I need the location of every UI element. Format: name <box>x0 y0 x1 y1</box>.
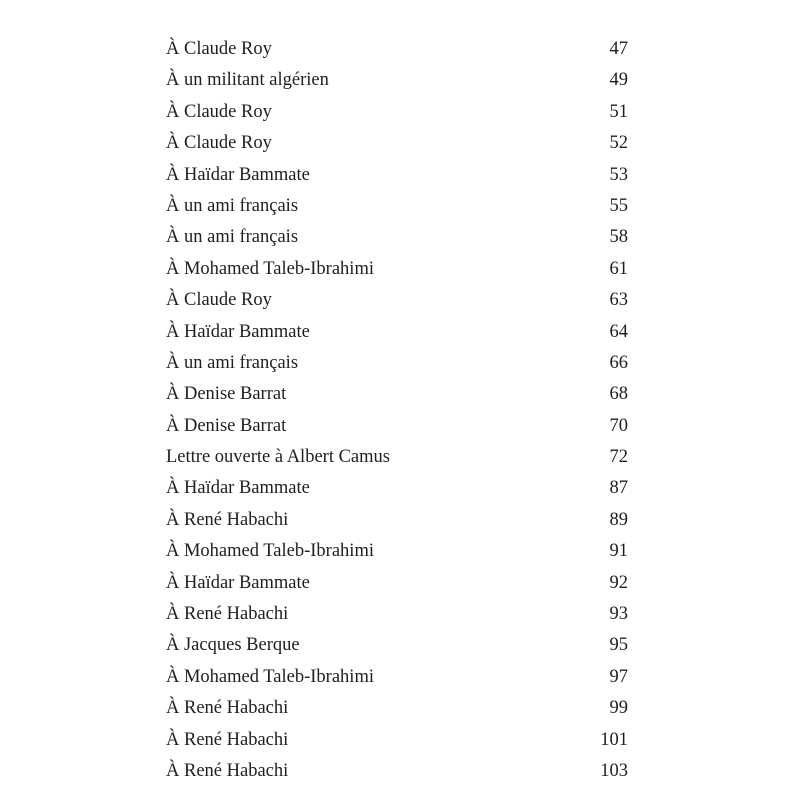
toc-entry-title: À René Habachi <box>166 604 289 625</box>
toc-entry-title: À Claude Roy <box>166 133 272 154</box>
toc-entry-page-number: 63 <box>609 290 628 311</box>
toc-entry <box>166 442 628 473</box>
toc-entry-title: À un ami français <box>166 195 299 216</box>
toc-entry-page-number: 92 <box>609 572 628 593</box>
toc-entry-title: À René Habachi <box>166 760 289 781</box>
toc-entry <box>166 505 628 536</box>
toc-entry <box>166 473 628 504</box>
toc-entry <box>166 756 628 787</box>
toc-entry-title: À Claude Roy <box>166 290 272 311</box>
toc-entry-title: À Haïdar Bammate <box>166 164 310 185</box>
toc-entry-page-number: 89 <box>609 509 628 530</box>
toc-entry-page-number: 47 <box>609 39 628 59</box>
toc-entry-page-number: 55 <box>609 195 628 216</box>
toc-entry <box>166 34 628 65</box>
toc-entry <box>166 662 628 693</box>
toc-entry-title: À Denise Barrat <box>166 384 287 405</box>
toc-entry-page-number: 101 <box>600 729 628 750</box>
toc-entry <box>166 97 628 128</box>
toc-entry <box>166 254 628 285</box>
toc-entry-page-number: 51 <box>609 101 628 122</box>
toc-entry-title: À Haïdar Bammate <box>166 478 310 499</box>
toc-entry-page-number: 103 <box>600 760 628 781</box>
toc-entry-title: À Jacques Berque <box>166 635 300 656</box>
toc-entry-title: Lettre ouverte à Albert Camus <box>166 447 390 468</box>
toc-entry <box>166 568 628 599</box>
toc-entry-page-number: 95 <box>609 635 628 656</box>
toc-entry-page-number: 72 <box>609 447 628 468</box>
toc-entry-title: À un militant algérien <box>166 70 329 91</box>
toc-entry-title: À Haïdar Bammate <box>166 321 310 342</box>
toc-entry <box>166 128 628 159</box>
toc-entry-page-number: 58 <box>609 227 628 248</box>
toc-entry-title: À Claude Roy <box>166 39 272 59</box>
toc-entry <box>166 536 628 567</box>
toc-entry <box>166 411 628 442</box>
toc-entry <box>166 222 628 253</box>
toc-entry-title: À Denise Barrat <box>166 415 287 436</box>
toc-entry-page-number: 97 <box>609 666 628 687</box>
toc-entry-page-number: 64 <box>609 321 628 342</box>
toc-entry <box>166 725 628 756</box>
toc-entry-page-number: 99 <box>609 698 628 719</box>
toc-entry <box>166 379 628 410</box>
toc-entry <box>166 285 628 316</box>
toc-entry-title: À René Habachi <box>166 698 289 719</box>
toc-entry-title: À René Habachi <box>166 509 289 530</box>
toc-entry <box>166 599 628 630</box>
toc-entry <box>166 348 628 379</box>
toc-entry-page-number: 91 <box>609 541 628 562</box>
toc-entry-page-number: 66 <box>609 352 628 373</box>
toc-entry-page-number: 49 <box>609 70 628 91</box>
toc-entry-page-number: 61 <box>609 258 628 279</box>
toc-entry-title: À Mohamed Taleb-Ibrahimi <box>166 258 374 279</box>
toc-entry <box>166 191 628 222</box>
toc-entry-page-number: 52 <box>609 133 628 154</box>
toc-entry-page-number: 53 <box>609 164 628 185</box>
toc-entry <box>166 65 628 96</box>
toc-entry-title: À Mohamed Taleb-Ibrahimi <box>166 666 374 687</box>
toc-entry-title: À Claude Roy <box>166 101 272 122</box>
toc-entry-title: À Mohamed Taleb-Ibrahimi <box>166 541 374 562</box>
toc-entry-title: À Haïdar Bammate <box>166 572 310 593</box>
toc-entry <box>166 160 628 191</box>
toc-entry-page-number: 68 <box>609 384 628 405</box>
toc-entry-page-number: 87 <box>609 478 628 499</box>
toc-entry-title: À un ami français <box>166 227 299 248</box>
toc-entry <box>166 630 628 661</box>
toc-entry <box>166 317 628 348</box>
toc-entry-page-number: 93 <box>609 604 628 625</box>
toc-entry-page-number: 70 <box>609 415 628 436</box>
table-of-contents <box>166 34 628 787</box>
toc-entry-title: À René Habachi <box>166 729 289 750</box>
toc-entry-title: À un ami français <box>166 352 299 373</box>
toc-entry <box>166 693 628 724</box>
